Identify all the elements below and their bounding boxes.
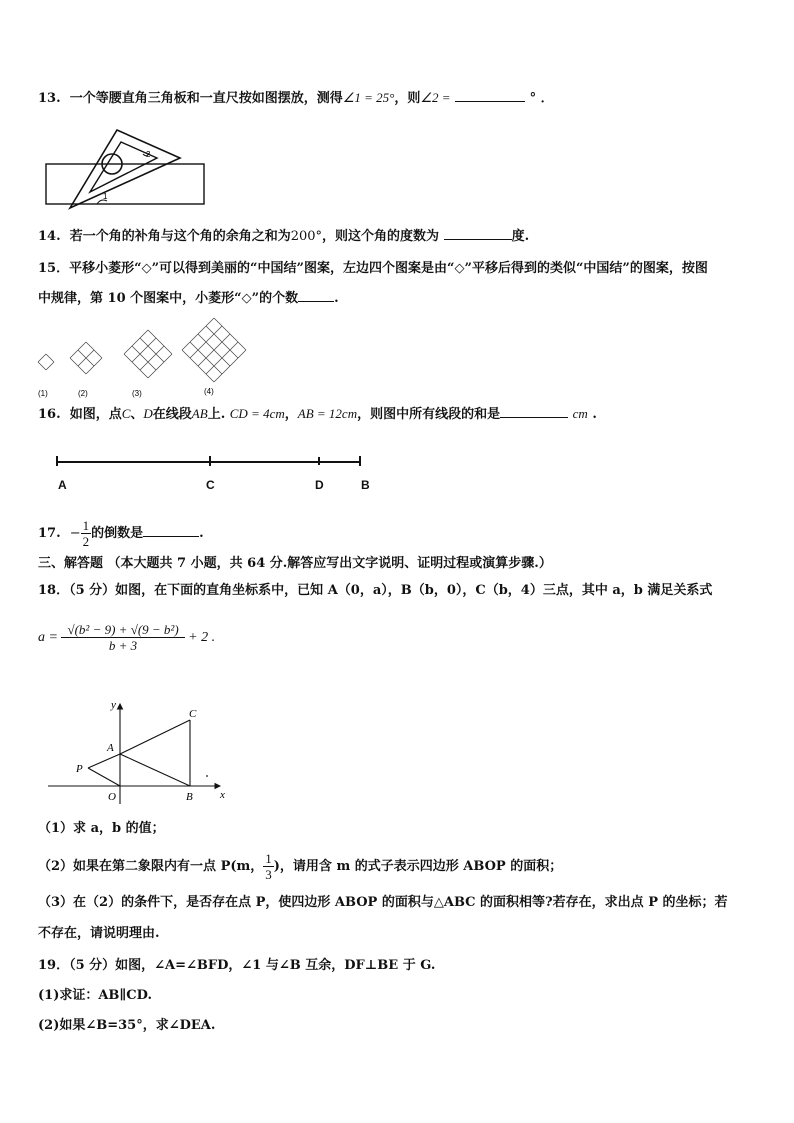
section3-heading: 三、解答题 （本大题共 7 小题，共 64 分.解答应写出文字说明、证明过程或演算步骤.）: [38, 556, 552, 571]
q18-formula: a = $\frac{\text{√(b² − 9) + √(9 − b²)}}{b + 3}$ + 2 .: [38, 622, 216, 654]
q18-label-c: C: [189, 708, 197, 720]
q14-text: 14. 若一个角的补角与这个角的余角之和为200°，则这个角的度数为 度.: [38, 229, 530, 244]
q17-fraction: $\frac{1}{2}$: [82, 518, 90, 549]
q18-coordinate-figure: [40, 696, 240, 808]
q14-answer-blank: [444, 227, 512, 240]
q15-line1: 15．平移小菱形“◇”可以得到美丽的“中国结”图案，左边四个图案是由“◇”平移后得到的类似“中国结”的图案，按图: [38, 261, 708, 276]
q18-label-a: A: [107, 742, 114, 754]
q16-label-c: C: [206, 478, 215, 492]
q17-text: 17. − $\frac{1}{2}$ 的倒数是 .: [38, 518, 204, 549]
q18-label-b: B: [186, 791, 193, 803]
q15-label-2: (2): [78, 389, 88, 398]
q19-line2: (1)求证：AB∥CD.: [38, 988, 152, 1003]
q16-label-b: B: [361, 478, 370, 492]
q13-text: 13. 一个等腰直角三角板和一直尺按如图摆放，测得∠1 = 25°，则∠2 = ° ．: [38, 90, 554, 106]
q16-text: 16. 如图，点C、D在线段AB上. CD = 4cm，AB = 12cm，则图中所有线段的和是 cm .: [38, 406, 597, 422]
q19-line3: (2)如果∠B=35°，求∠DEA.: [38, 1018, 216, 1033]
q18-formula-fraction: $\frac{\text{√(b² − 9) + √(9 − b²)}}{b + 3}$: [61, 622, 184, 653]
q18-label-x: x: [220, 789, 225, 801]
q18-sub3-line1: （3）在（2）的条件下，是否存在点 P，使四边形 ABOP 的面积与△ABC 的面积相等?若存在，求出点 P 的坐标；若: [38, 895, 728, 910]
q16-label-a: A: [58, 478, 67, 492]
q18-sub1: （1）求 a，b 的值；: [38, 821, 165, 836]
q18-label-p: P: [76, 763, 83, 775]
q13-label-2: 2: [146, 150, 151, 159]
q17-answer-blank: [143, 524, 199, 537]
q15-answer-blank: [298, 289, 334, 302]
q18-label-y: y: [111, 699, 116, 711]
q16-answer-blank: [500, 405, 568, 418]
q18-sub3-line2: 不存在，请说明理由.: [38, 926, 160, 941]
q15-label-4: (4): [204, 387, 214, 396]
q15-figure: [36, 314, 252, 400]
q13-label-1: 1: [103, 192, 108, 201]
q15-lattice-line: [38, 354, 46, 362]
q15-line2: 中规律，第 10 个图案中，小菱形“◇”的个数 .: [38, 291, 339, 306]
q16-label-d: D: [315, 478, 324, 492]
q19-line1: 19．（5 分）如图，∠A=∠BFD，∠1 与∠B 互余，DF⊥BE 于 G.: [38, 958, 436, 973]
q16-segment-figure: [50, 452, 370, 472]
q15-label-1: (1): [38, 389, 48, 398]
q15-lattice-line: [46, 362, 54, 370]
q13-answer-blank: [455, 89, 525, 102]
q18-line1: 18．（5 分）如图，在下面的直角坐标系中，已知 A（0，a），B（b，0），C（b，4）三点，其中 a，b 满足关系式: [38, 583, 713, 598]
q15-lattice-line: [46, 354, 54, 362]
q18-sub2: （2）如果在第二象限内有一点 P(m， $\frac{1}{3}$ )，请用含 m 的式子表示四边形 ABOP 的面积；: [38, 851, 563, 882]
q18-label-o: O: [108, 791, 116, 803]
q15-label-3: (3): [132, 389, 142, 398]
q13-figure: [45, 124, 205, 212]
q15-lattice-line: [38, 362, 46, 370]
q18-sub2-fraction: $\frac{1}{3}$: [265, 851, 272, 882]
